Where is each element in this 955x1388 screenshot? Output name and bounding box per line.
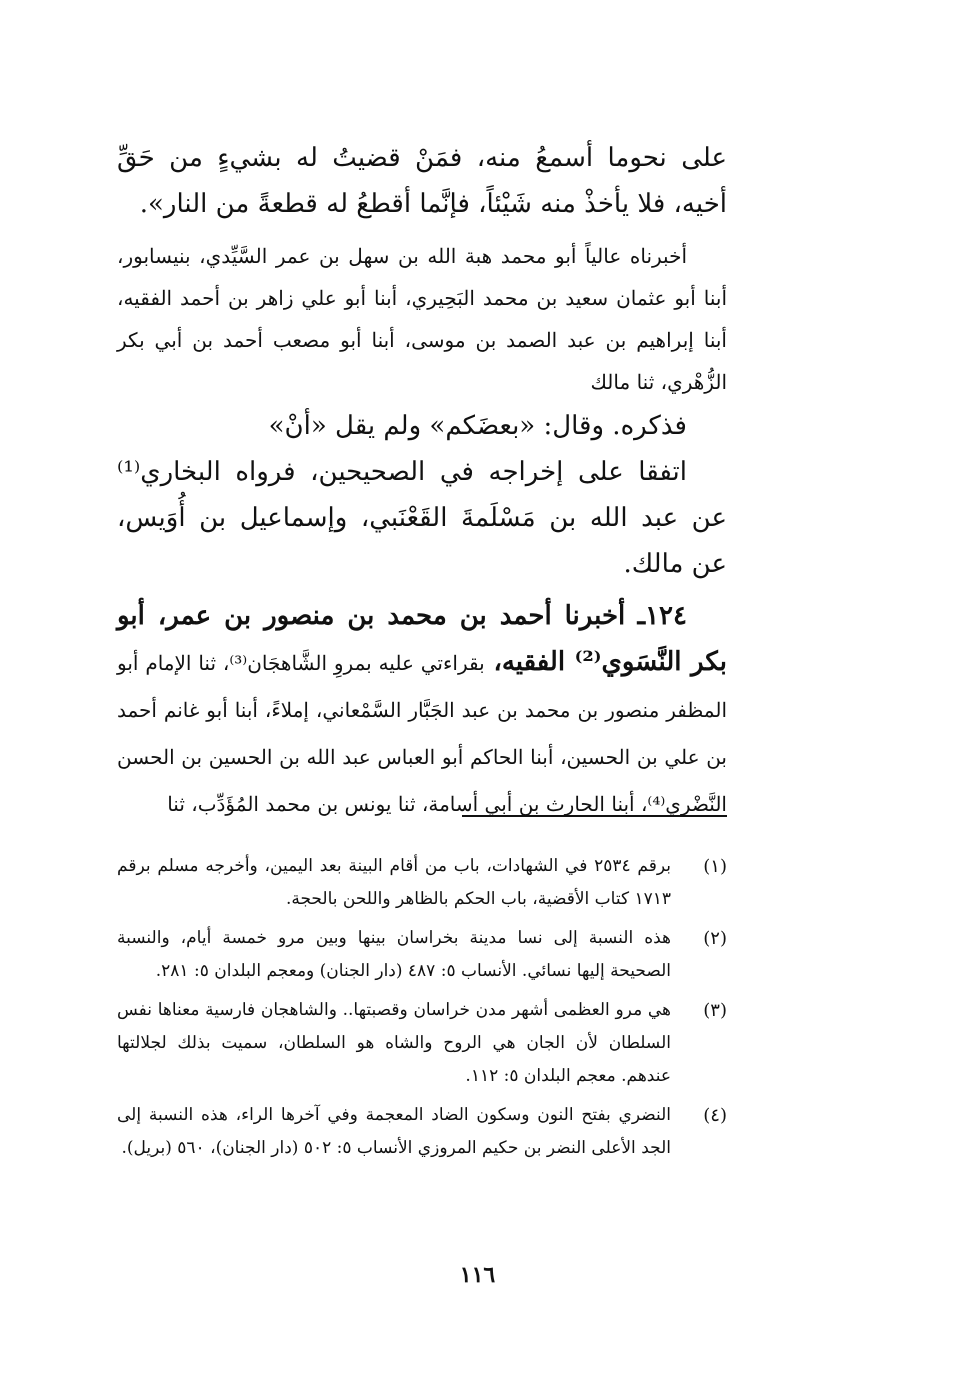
footnote-number: (١) <box>703 856 727 877</box>
footnote-1 <box>117 850 727 916</box>
footnote-divider <box>462 815 727 817</box>
remark-paragraph: فذكره. وقال: «بعضَكم» ولم يقل «أنْ» <box>268 411 687 441</box>
footnote-text: النضري بفتح النون وسكون الضاد المعجمة وفي آخرها الراء، هذه النسبة إلى الجد الأعلى النضر بن حكيم المروزي الأنساب ٥: ٥٠٢ (دار الجنان)، ٥٦٠ (بريل). <box>117 1105 671 1158</box>
footnote-text: هذه النسبة إلى نسا مدينة بخراسان بينها وبين مرو خمسة أيام، والنسبة الصحيحة إليها نسائي. الأنساب ٥: ٤٨٧ (دار الجنان) ومعجم البلدان ٥: ٢٨١. <box>117 928 671 981</box>
footnote-number: (٢) <box>703 928 727 949</box>
hadith-chain-text: بقراءتي عليه بمروِ الشَّاهجَان⁽³⁾، ثنا الإمام أبو المظفر منصور بن محمد بن عبد الجَبَّار السَّمْعاني، إملاءً، أبنا أبو غانم أحمد بن علي بن الحسين، أبنا الحاكم أبو العباس عبد الله بن الحسين بن الحسن النَّضْري⁽⁴⁾، أبنا الحارث بن أبي أسامة، ثنا يونس بن محمد المُؤَدِّب، ثنا <box>117 651 727 816</box>
hadith-chain-bold: أخبرنا أحمد بن محمد بن منصور بن عمر، أبو بكر النَّسَوي⁽²⁾ الفقيه، <box>117 601 727 677</box>
hadith-continuation-text: على نحوما أسمعُ منه، فمَنْ قضيتُ له بشيءٍ من حَقِّ أخيه، فلا يأخذْ منه شَيْئاً، فإنَّما أقطعُ له قطعةً من النار». <box>117 143 727 219</box>
footnote-text: برقم ٢٥٣٤ في الشهادات، باب من أقام البينة بعد اليمين، وأخرجه مسلم برقم ١٧١٣ كتاب الأقضية، باب الحكم بالظاهر واللحن بالحجة. <box>117 856 671 909</box>
page-number: ١١٦ <box>459 1262 496 1288</box>
footnote-text: هي مرو العظمى أشهر مدن خراسان وقصبتها.. والشاهجان فارسية معناها نفس السلطان لأن الجان هي الروح والشاه هو السلطان، سميت بذلك لجلالتها عندهم. معجم البلدان ٥: ١١٢. <box>117 1000 671 1086</box>
footnotes-section <box>117 850 727 1171</box>
hadith-124-paragraph <box>117 593 727 827</box>
isnad-paragraph: أخبرناه عالياً أبو محمد هبة الله بن سهل بن عمر السَّيِّدي، بنيسابور، أبنا أبو عثمان سعيد بن محمد البَحِيري، أبنا أبو علي زاهر بن أحمد الفقيه، أبنا إبراهيم بن عبد الصمد بن موسى، أبنا أبو مصعب أحمد بن أبي بكر الزُّهْري، ثنا مالك <box>117 244 727 394</box>
footnote-2 <box>117 922 727 988</box>
hadith-number: ١٢٤ـ <box>637 601 687 631</box>
footnote-number: (٣) <box>703 1000 727 1021</box>
takhrij-paragraph: اتفقا على إخراجه في الصحيحين، فرواه البخاري⁽¹⁾ عن عبد الله بن مَسْلَمةَ القَعْنَبي، وإسماعيل بن أُوَيس، عن مالك. <box>117 457 727 579</box>
footnote-4 <box>117 1099 727 1165</box>
footnote-3 <box>117 994 727 1093</box>
main-text-block <box>117 135 727 827</box>
footnote-number: (٤) <box>703 1105 727 1126</box>
